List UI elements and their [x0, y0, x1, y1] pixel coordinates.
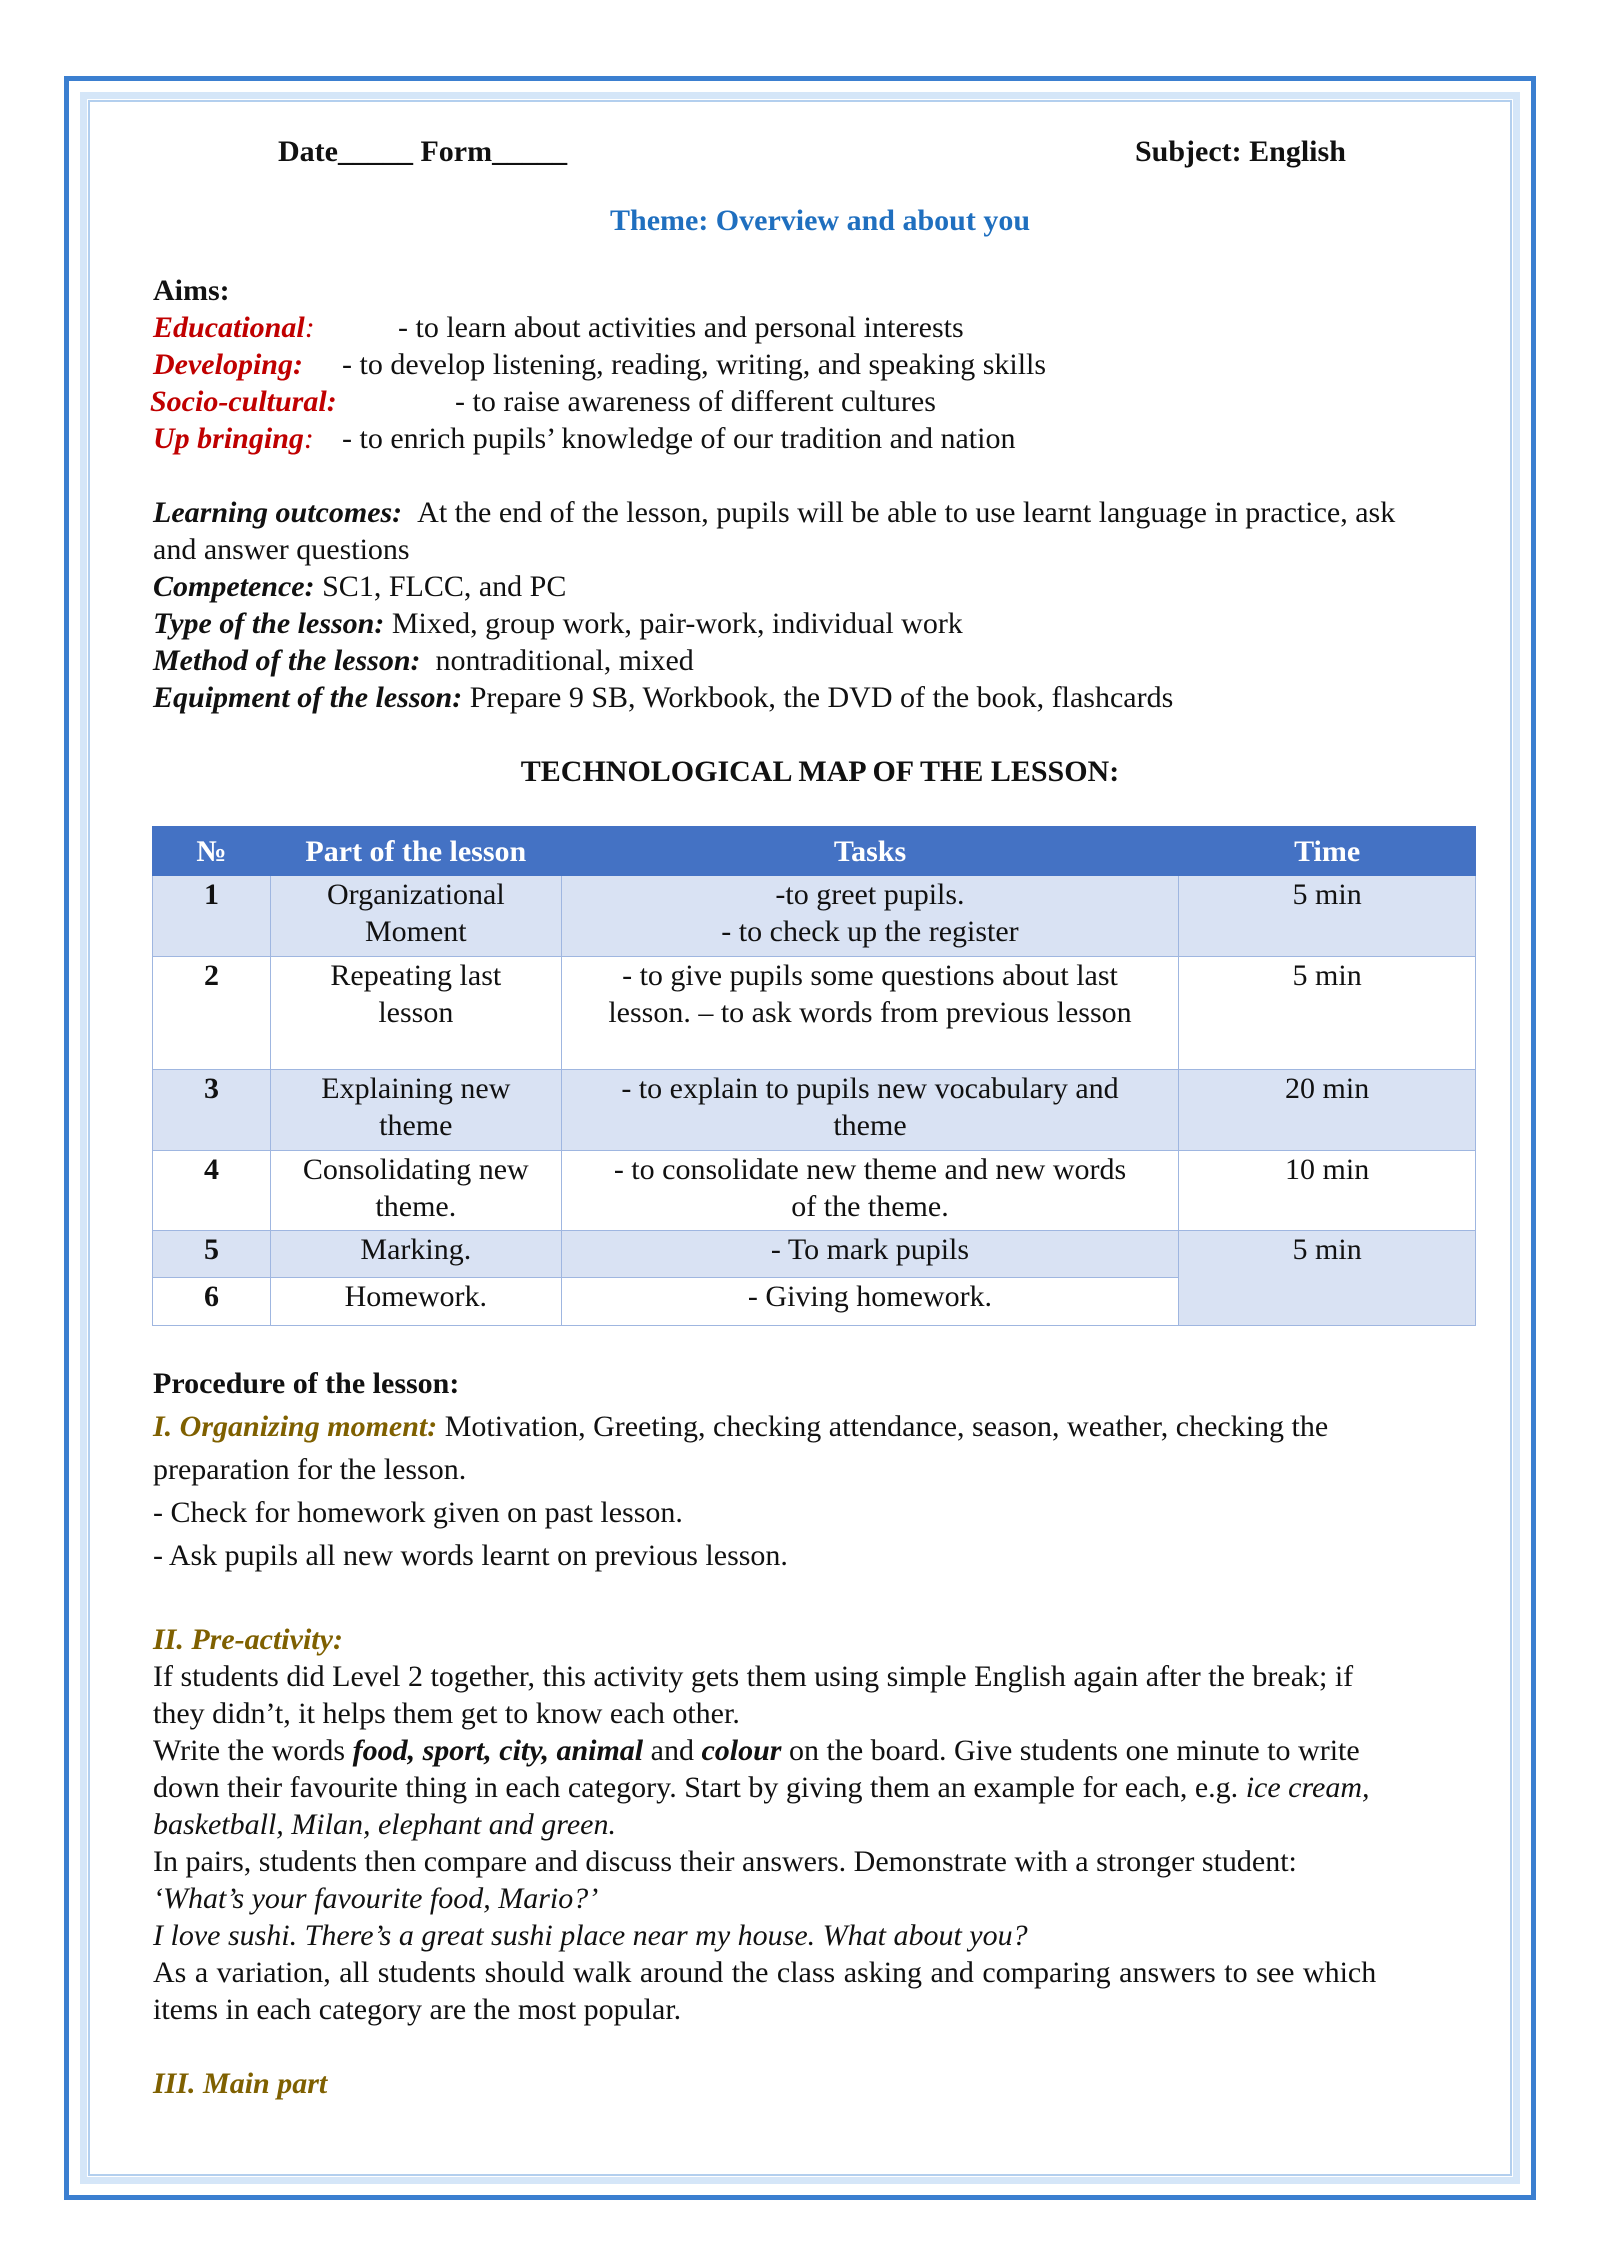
- task-line: - to give pupils some questions about last: [622, 959, 1118, 992]
- table-header-row: [153, 827, 1476, 876]
- row-part: [270, 1278, 561, 1326]
- row-time: 20 min: [1179, 1070, 1476, 1151]
- aim-label: Socio-cultural:: [150, 385, 337, 418]
- row-number: 4: [153, 1151, 271, 1231]
- learning-outcomes-label: Learning outcomes:: [153, 496, 403, 529]
- organizing-moment-cont: preparation for the lesson.: [153, 1453, 467, 1486]
- pre-activity-text: If students did Level 2 together, this activity gets them using simple English again after the break; if: [153, 1660, 1354, 1693]
- column-header-time: Time: [1179, 827, 1476, 876]
- lesson-method-text: nontraditional, mixed: [435, 644, 694, 677]
- learning-outcomes-text: At the end of the lesson, pupils will be able to use learnt language in practice, ask: [417, 496, 1396, 529]
- aim-label-colon: :: [303, 422, 314, 455]
- pre-activity-text: In pairs, students then compare and discuss their answers. Demonstrate with a stronger student:: [153, 1845, 1297, 1878]
- example-words: basketball, Milan, elephant and green.: [153, 1808, 616, 1841]
- lesson-type-text: Mixed, group work, pair-work, individual work: [391, 607, 963, 640]
- lesson-method-label: Method of the lesson:: [153, 644, 421, 677]
- task-line: - to check up the register: [721, 915, 1019, 948]
- pre-activity-text: they didn’t, it helps them get to know each other.: [153, 1697, 740, 1730]
- task-line: theme: [833, 1109, 907, 1142]
- procedure-heading: Procedure of the lesson:: [153, 1367, 460, 1400]
- dialogue-line: ‘What’s your favourite food, Mario?’: [153, 1882, 599, 1915]
- task-line: -to greet pupils.: [775, 878, 965, 911]
- lesson-type-label: Type of the lesson:: [153, 607, 385, 640]
- row-number: 2: [153, 957, 271, 1070]
- part-line: Moment: [364, 915, 467, 948]
- pre-activity-text: [153, 1769, 1370, 1806]
- aim-label: Educational: [153, 311, 305, 344]
- organizing-bullet: - Check for homework given on past lesson.: [153, 1496, 683, 1529]
- section-text: Motivation, Greeting, checking attendance, season, weather, checking the: [444, 1410, 1329, 1443]
- row-tasks: [561, 1231, 1178, 1278]
- row-time: 5 min: [1179, 957, 1476, 1070]
- row-tasks: [561, 1070, 1178, 1151]
- lesson-equipment-text: Prepare 9 SB, Workbook, the DVD of the book, flashcards: [469, 681, 1174, 714]
- emphasis-words: food, sport, city, animal: [352, 1734, 644, 1767]
- lesson-equipment-label: Equipment of the lesson:: [153, 681, 463, 714]
- lesson-equipment: [153, 679, 1173, 716]
- pre-activity-text: [153, 1732, 1360, 1769]
- aim-socio-cultural: [150, 383, 337, 420]
- aim-educational: [153, 309, 315, 346]
- part-line: Explaining new: [321, 1072, 511, 1105]
- pre-activity-text: items in each category are the most popular.: [153, 1993, 682, 2026]
- text-run: down their favourite thing in each category. Start by giving them an example for each, e.g.: [153, 1771, 1246, 1804]
- text-run: on the board. Give students one minute to write: [781, 1734, 1360, 1767]
- dialogue-line: I love sushi. There’s a great sushi place near my house. What about you?: [153, 1919, 1028, 1952]
- competence: [153, 568, 566, 605]
- part-line: Consolidating new: [302, 1153, 529, 1186]
- part-line: Marking.: [360, 1233, 472, 1266]
- table-row: [153, 876, 1476, 957]
- example-words: ice cream,: [1245, 1771, 1370, 1804]
- aim-developing: [153, 346, 303, 383]
- row-tasks: [561, 1278, 1178, 1326]
- aim-label-colon: :: [304, 311, 315, 344]
- aim-educational-text: - to learn about activities and personal interests: [398, 311, 964, 344]
- part-line: Repeating last: [330, 959, 502, 992]
- competence-label: Competence:: [153, 570, 315, 603]
- main-part-heading: III. Main part: [153, 2067, 328, 2100]
- organizing-bullet: - Ask pupils all new words learnt on previous lesson.: [153, 1539, 788, 1572]
- pre-activity-heading: II. Pre-activity:: [153, 1623, 343, 1656]
- subject-line: Subject: English: [1135, 135, 1346, 168]
- aims-heading: Aims:: [153, 274, 230, 307]
- task-line: - to consolidate new theme and new words: [613, 1153, 1127, 1186]
- map-title: TECHNOLOGICAL MAP OF THE LESSON:: [520, 755, 1120, 788]
- theme-title: Theme: Overview and about you: [610, 204, 1030, 237]
- aim-socio-cultural-text: - to raise awareness of different cultures: [455, 385, 936, 418]
- text-run: and: [643, 1734, 702, 1767]
- row-time: 10 min: [1179, 1151, 1476, 1231]
- competence-text: SC1, FLCC, and PC: [322, 570, 567, 603]
- aim-developing-text: - to develop listening, reading, writing, and speaking skills: [342, 348, 1047, 381]
- row-time: 5 min: [1179, 876, 1476, 957]
- column-header-tasks: Tasks: [561, 827, 1178, 876]
- aim-label: Up bringing: [153, 422, 304, 455]
- part-line: lesson: [378, 996, 454, 1029]
- aim-upbringing: [153, 420, 314, 457]
- table-row: [153, 1151, 1476, 1231]
- task-line: - to explain to pupils new vocabulary and: [621, 1072, 1119, 1105]
- date-form-line: Date_____ Form_____: [278, 135, 568, 168]
- part-line: Organizational: [326, 878, 505, 911]
- learning-outcomes-cont: and answer questions: [153, 533, 410, 566]
- emphasis-words: colour: [701, 1734, 782, 1767]
- aim-upbringing-text: - to enrich pupils’ knowledge of our tradition and nation: [342, 422, 1016, 455]
- organizing-moment: [153, 1408, 1328, 1445]
- row-number: 5: [153, 1231, 271, 1278]
- column-header-number: №: [153, 827, 271, 876]
- aim-label: Developing:: [153, 348, 303, 381]
- part-line: theme.: [375, 1190, 457, 1223]
- row-part: [270, 1231, 561, 1278]
- learning-outcomes: [153, 494, 1395, 531]
- row-number: 3: [153, 1070, 271, 1151]
- task-line: of the theme.: [791, 1190, 949, 1223]
- lesson-type: [153, 605, 963, 642]
- lesson-map-table: [152, 826, 1476, 1326]
- lesson-method: [153, 642, 694, 679]
- task-line: - Giving homework.: [747, 1280, 993, 1313]
- pre-activity-text: As a variation, all students should walk around the class asking and comparing answers to see which: [153, 1956, 1377, 1989]
- row-number: 6: [153, 1278, 271, 1326]
- part-line: theme: [379, 1109, 453, 1142]
- task-line: lesson. – to ask words from previous lesson: [608, 996, 1132, 1029]
- row-part: [270, 1151, 561, 1231]
- row-part: [270, 1070, 561, 1151]
- row-tasks: [561, 876, 1178, 957]
- table-row: [153, 957, 1476, 1070]
- row-time: 5 min: [1179, 1231, 1476, 1326]
- row-tasks: [561, 957, 1178, 1070]
- table-row: [153, 1231, 1476, 1278]
- row-number: 1: [153, 876, 271, 957]
- section-label: I. Organizing moment:: [153, 1410, 438, 1443]
- part-line: Homework.: [344, 1280, 488, 1313]
- table-row: [153, 1070, 1476, 1151]
- row-part: [270, 957, 561, 1070]
- row-part: [270, 876, 561, 957]
- column-header-part: Part of the lesson: [270, 827, 561, 876]
- task-line: - To mark pupils: [770, 1233, 970, 1266]
- row-tasks: [561, 1151, 1178, 1231]
- text-run: Write the words: [153, 1734, 353, 1767]
